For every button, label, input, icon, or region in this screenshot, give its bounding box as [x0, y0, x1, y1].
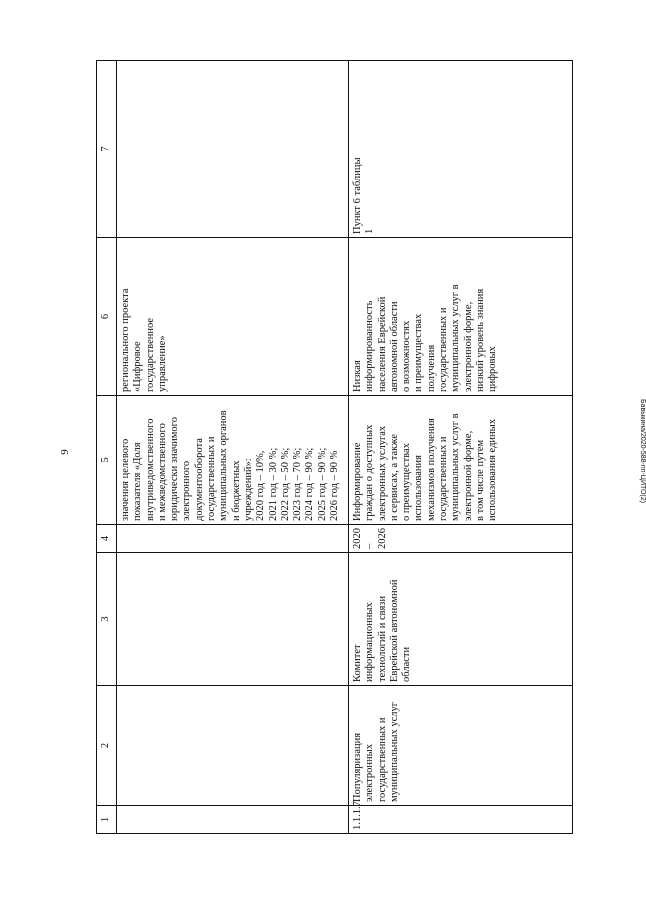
cell-name: Популяризация электронных государственных и муниципальных услуг — [349, 686, 573, 806]
cell-executor — [117, 553, 349, 686]
header-cell: 5 — [97, 396, 117, 525]
header-cell: 7 — [97, 61, 117, 238]
cell-consequence: Низкая информированность населения Еврейской автономной области о возможностях и преимуществах получения государственных и муниципальных услуг в электронной форме, низкий уровень знания цифровых — [349, 238, 573, 396]
header-cell: 1 — [97, 806, 117, 834]
header-cell: 3 — [97, 553, 117, 686]
cell-period — [117, 525, 349, 553]
cell-consequence: регионального проекта «Цифровое государственное управление» — [117, 238, 349, 396]
table-row — [117, 61, 349, 834]
cell-number: 1.1.1.7 — [349, 806, 573, 834]
header-cell: 6 — [97, 238, 117, 396]
header-row — [97, 61, 117, 834]
cell-name — [117, 686, 349, 806]
table-wrapper — [96, 61, 573, 834]
program-table — [96, 60, 573, 834]
cell-executor: Комитет информационных технологий и связи Еврейской автономной области — [349, 553, 573, 686]
cell-result: Информирование граждан о доступных электронных услугах и сервисах, а также о преимуществах использования механизмов получения государственных и муниципальных услуг в электронной форме, в том числе путем использования единых — [349, 396, 573, 525]
header-cell: 2 — [97, 686, 117, 806]
document-code: Бавыкина/2020-588-пп-ЦИТО(2) — [639, 399, 646, 503]
page-number: 9 — [59, 449, 71, 455]
cell-result: значения целевого показателя «Доля внутриведомственного и межведомственного юридически значимого электронного документооборота государственных и муниципальных органов и бюджетных учреждений»: 2020 год – 10%, 2021 год – 30 %; 2022 год – 50 %; 2023 год – 70 %; 2024 год – 90 %; 2025 год – 90 %; 2026 год – 90 % — [117, 396, 349, 525]
rotated-table — [96, 61, 573, 834]
cell-link — [117, 61, 349, 238]
table-row — [349, 61, 573, 834]
cell-link: Пункт 6 таблицы 1 — [349, 61, 573, 238]
header-cell: 4 — [97, 525, 117, 553]
cell-number — [117, 806, 349, 834]
cell-period: 2020 – 2026 — [349, 525, 573, 553]
